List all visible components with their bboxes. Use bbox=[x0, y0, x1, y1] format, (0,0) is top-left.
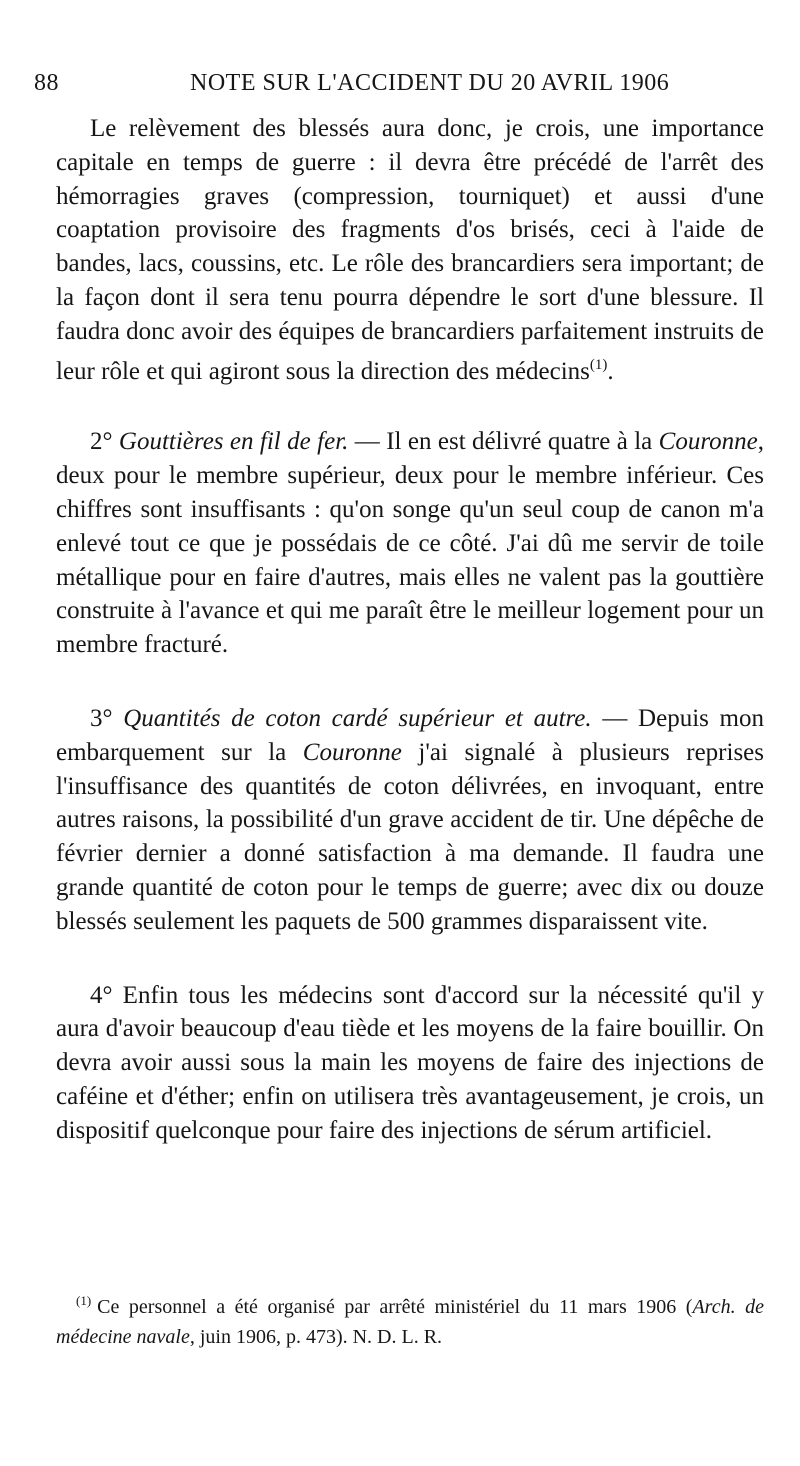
paragraph-text: 4° Enfin tous les médecins sont d'accord sur la nécessité qu'il y aura d'avoir beaucoup d'eau tiède et les moyens de la faire bouillir. On devra avoir aussi sous la main les moyens de faire des injections de caféine et d'éther; enfin on utilisera très avantageusement, je crois, un dispositif quelconque pour faire des injections de sérum artificiel. bbox=[56, 981, 764, 1144]
running-title: NOTE SUR L'ACCIDENT DU 20 AVRIL 1906 bbox=[190, 70, 670, 96]
footnote-text-end: , juin 1906, p. 473). N. D. L. R. bbox=[189, 1326, 443, 1348]
footnote bbox=[56, 1286, 764, 1352]
paragraph-text: , deux pour le membre supérieur, deux pour le membre inférieur. Ces chiffres sont insuffisants : qu'on songe qu'un seul coup de canon m'a enlevé tout ce que je possédais de ce côté. J'ai dû me servir de toile métallique pour en faire d'autres, mais elles ne valent pas la gouttière construite à l'avance et qui me paraît être le meilleur logement pour un membre fracturé. bbox=[56, 428, 764, 659]
paragraph-text: — Il en est délivré quatre à la bbox=[348, 428, 659, 456]
running-header bbox=[30, 66, 764, 102]
section-title: Gouttières en fil de fer. bbox=[118, 428, 349, 456]
footnote-text: Ce personnel a été organisé par arrêté ministériel du 11 mars 1906 ( bbox=[97, 1296, 693, 1318]
page-number: 88 bbox=[34, 70, 59, 96]
ship-name: Couronne bbox=[658, 428, 758, 456]
main-text bbox=[56, 112, 764, 1148]
ship-name: Couronne bbox=[302, 738, 402, 766]
footnote-reference: (1) bbox=[589, 356, 608, 373]
paragraph-warm-water bbox=[56, 979, 764, 1148]
section-number: 3° bbox=[90, 704, 113, 732]
section-number: 2° bbox=[90, 428, 113, 456]
paragraph-end: . bbox=[607, 357, 614, 385]
paragraph-text: Le relèvement des blessés aura donc, je crois, une importance capitale en temps de guerre : il devra être précédé de l'arrêt des hémorragies graves (compression, tourniquet) et aussi d'une coaptation provisoire des fragments d'os brisés, ceci à l'aide de bandes, lacs, coussins, etc. Le rôle des brancardiers sera important; de la façon dont il sera tenu pourra dépendre le sort d'une blessure. Il faudra donc avoir des équipes de brancardiers parfaitement instruits de leur rôle et qui agiront sous la direction des médecins bbox=[56, 115, 764, 385]
footnote-source: Arch. de médecine navale bbox=[56, 1296, 764, 1348]
paragraph-text: j'ai signalé à plusieurs reprises l'insuffisance des quantités de coton délivrées, en invoquant, entre autres raisons, la possibilité d'un grave accident de tir. Une dépêche de février dernier a donné satisfaction à ma demande. Il faudra une grande quantité de coton pour le temps de guerre; avec dix ou douze blessés seulement les paquets de 500 grammes disparaissent vite. bbox=[56, 738, 764, 935]
paragraph-text: — Depuis mon embarquement sur la bbox=[56, 704, 764, 766]
paragraph-wire-splints bbox=[56, 425, 764, 662]
paragraph-cotton bbox=[56, 702, 764, 939]
section-title: Quantités de coton cardé supérieur et autre. bbox=[123, 704, 592, 732]
paragraph-stretcher-bearers bbox=[56, 112, 764, 388]
footnote-mark: (1) bbox=[76, 1293, 92, 1308]
